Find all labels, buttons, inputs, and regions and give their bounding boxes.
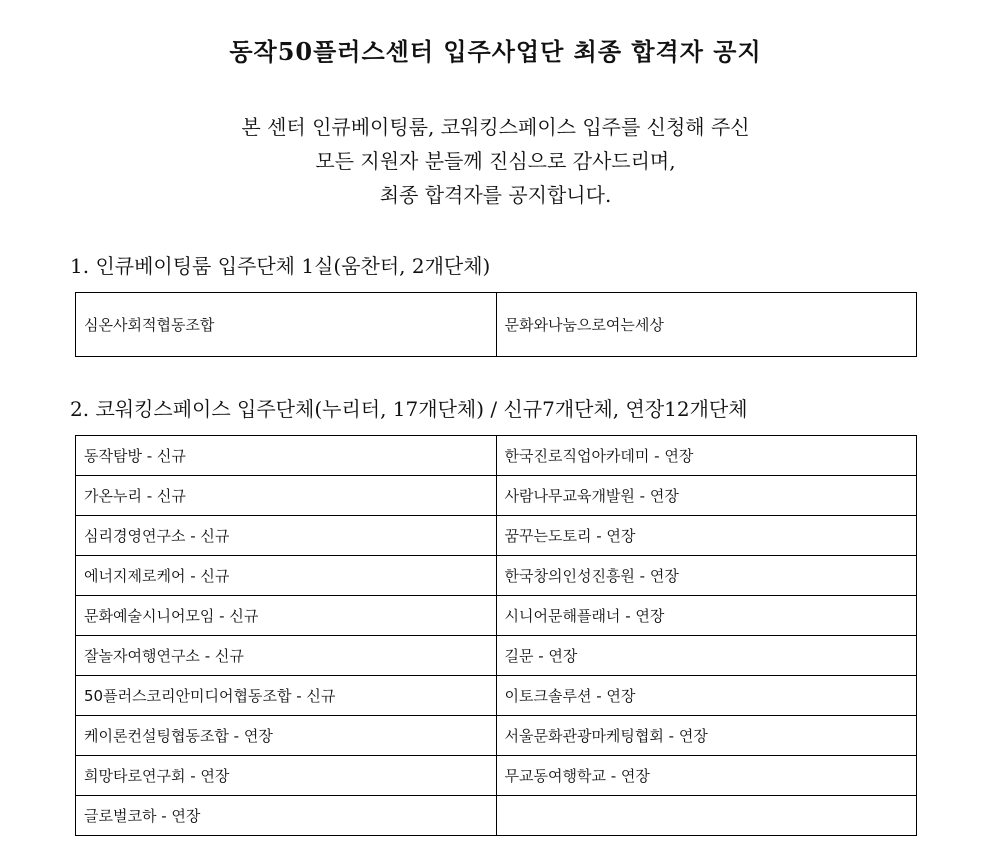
incubating-room-table [75,292,917,357]
section-1-heading: 1. 인큐베이팅룸 입주단체 1실(움찬터, 2개단체) [70,254,491,278]
coworking-space-table [75,435,917,836]
table-row [76,796,917,836]
table-cell: 이토크솔루션 - 연장 [496,676,917,716]
table-row [76,716,917,756]
table-row [76,556,917,596]
table-row [76,476,917,516]
table-cell: 동작탐방 - 신규 [76,436,497,476]
table-row [76,636,917,676]
table-row [76,756,917,796]
table-cell: 글로벌코하 - 연장 [76,796,497,836]
table-cell: 한국진로직업아카데미 - 연장 [496,436,917,476]
intro-line-3: 최종 합격자를 공지합니다. [379,183,612,207]
table-cell: 심리경영연구소 - 신규 [76,516,497,556]
table-cell: 심온사회적협동조합 [76,293,497,357]
notice-title: 동작50플러스센터 입주사업단 최종 합격자 공지 [229,37,762,66]
table-cell: 무교동여행학교 - 연장 [496,756,917,796]
table-cell: 꿈꾸는도토리 - 연장 [496,516,917,556]
table-row [76,596,917,636]
table-cell: 희망타로연구회 - 연장 [76,756,497,796]
table-row [76,293,917,357]
table-row [76,516,917,556]
table-cell [496,796,917,836]
section-2-heading: 2. 코워킹스페이스 입주단체(누리터, 17개단체) / 신규7개단체, 연장12개단체 [70,397,748,421]
table-cell: 시니어문해플래너 - 연장 [496,596,917,636]
table-cell: 에너지제로케어 - 신규 [76,556,497,596]
table-cell: 사람나무교육개발원 - 연장 [496,476,917,516]
table-cell: 서울문화관광마케팅협회 - 연장 [496,716,917,756]
table-cell: 문화와나눔으로여는세상 [496,293,917,357]
table-row [76,676,917,716]
table-cell: 한국창의인성진흥원 - 연장 [496,556,917,596]
table-cell: 잘놀자여행연구소 - 신규 [76,636,497,676]
table-cell: 가온누리 - 신규 [76,476,497,516]
table-cell: 문화예술시니어모임 - 신규 [76,596,497,636]
table-cell: 50플러스코리안미디어협동조합 - 신규 [76,676,497,716]
table-row [76,436,917,476]
table-cell: 케이론컨설팅협동조합 - 연장 [76,716,497,756]
intro-line-2: 모든 지원자 분들께 진심으로 감사드리며, [315,149,676,173]
intro-paragraph [0,110,991,212]
table-cell: 길문 - 연장 [496,636,917,676]
intro-line-1: 본 센터 인큐베이팅룸, 코워킹스페이스 입주를 신청해 주신 [241,115,750,139]
